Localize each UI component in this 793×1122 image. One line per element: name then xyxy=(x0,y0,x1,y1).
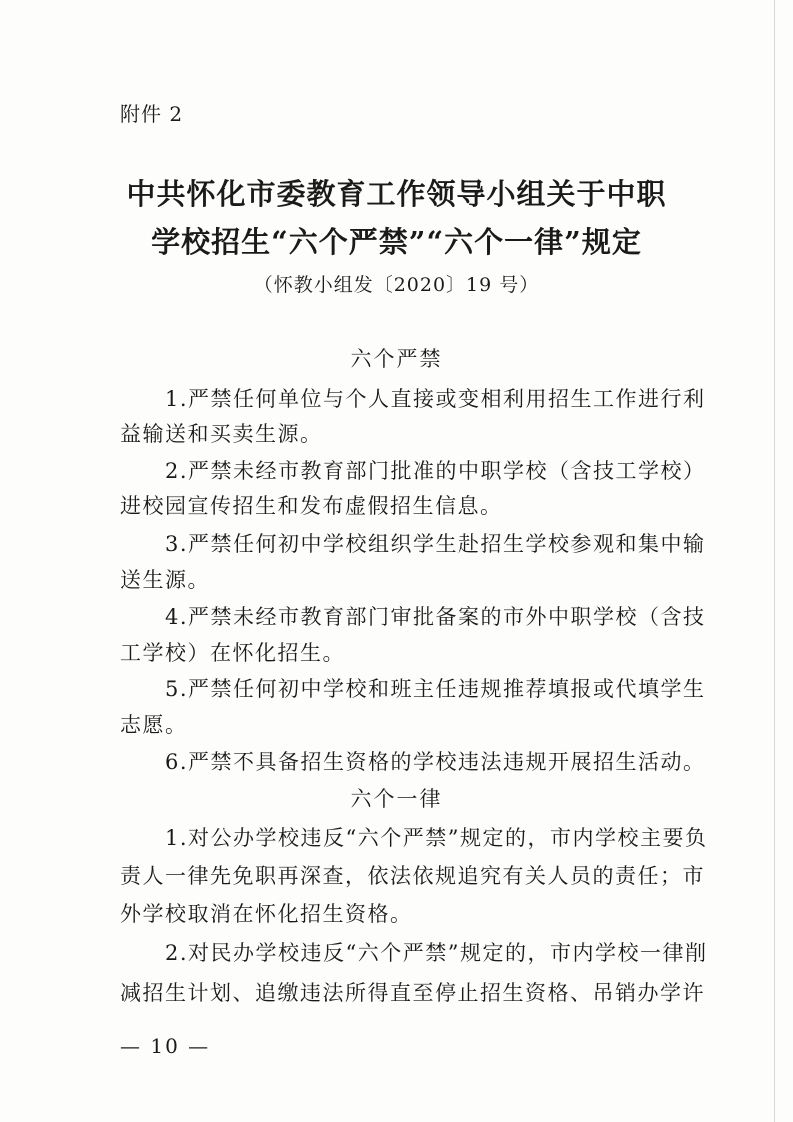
document-number: （怀教小组发〔2020〕19 号） xyxy=(253,274,540,296)
body-line: 益输送和买卖生源。 xyxy=(120,422,323,446)
body-line: 2.对民办学校违反“六个严禁”规定的，市内学校一律削 xyxy=(165,941,708,965)
body-line: 6.严禁不具备招生资格的学校违法违规开展招生活动。 xyxy=(165,750,706,774)
title-line-1: 中共怀化市委教育工作领导小组关于中职 xyxy=(126,177,667,211)
page-number: — 10 — xyxy=(120,1034,211,1058)
body-line: 进校园宣传招生和发布虚假招生信息。 xyxy=(120,494,503,518)
body-line: 2.严禁未经市教育部门批准的中职学校（含技工学校） xyxy=(165,459,706,483)
body-line: 责人一律先免职再深查，依法依规追究有关人员的责任；市 xyxy=(120,864,705,888)
body-line: 3.严禁任何初中学校组织学生赴招生学校参观和集中输 xyxy=(165,532,706,556)
body-line: 送生源。 xyxy=(120,568,210,592)
body-line: 工学校）在怀化招生。 xyxy=(120,641,345,665)
body-line: 外学校取消在怀化招生资格。 xyxy=(120,902,413,926)
body-line: 5.严禁任何初中学校和班主任违规推荐填报或代填学生 xyxy=(165,677,706,701)
section-heading-prohibitions: 六个严禁 xyxy=(350,347,443,371)
body-line: 1.严禁任何单位与个人直接或变相利用招生工作进行利 xyxy=(165,387,706,411)
page-edge xyxy=(774,0,775,1122)
section-heading-consequences: 六个一律 xyxy=(350,787,443,811)
body-line: 减招生计划、追缴违法所得直至停止招生资格、吊销办学许 xyxy=(120,981,705,1005)
body-line: 1.对公办学校违反“六个严禁”规定的，市内学校主要负 xyxy=(165,826,708,850)
body-line: 4.严禁未经市教育部门审批备案的市外中职学校（含技 xyxy=(165,605,706,629)
attachment-label: 附件 2 xyxy=(120,102,184,126)
title-line-2: 学校招生“六个严禁”“六个一律”规定 xyxy=(151,225,642,259)
body-line: 志愿。 xyxy=(120,713,188,737)
